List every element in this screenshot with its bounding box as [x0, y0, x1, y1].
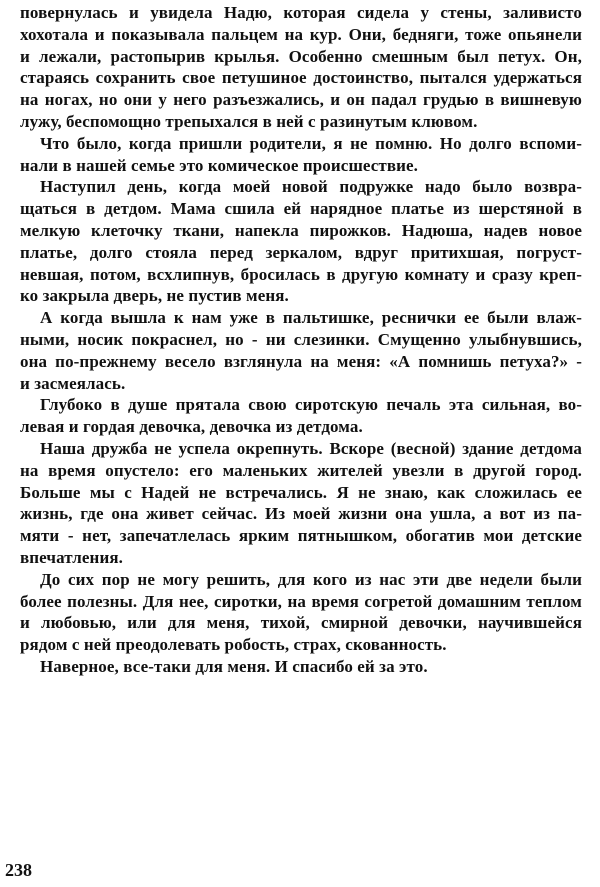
text-line: щаться в детдом. Мама сшила ей нарядное платье из шерстяной в: [20, 199, 582, 219]
text-line: мелкую клеточку ткани, напекла пирожков. Надюша, надев новое: [20, 220, 582, 240]
text-line: До сих пор не могу решить, для кого из нас эти две недели были: [40, 569, 582, 589]
text-line: лужу, беспомощно трепыхался в ней с разинутым клювом.: [20, 111, 478, 131]
text-line: Наша дружба не успела окрепнуть. Вскоре (весной) здание детдома: [40, 438, 582, 458]
text-line: рядом с ней преодолевать робость, страх, скованность.: [20, 635, 447, 655]
text-line: невшая, потом, всхлипнув, бросилась в другую комнату и сразу креп-: [20, 264, 582, 284]
text-line: повернулась и увидела Надю, которая сидела у стены, заливисто: [20, 3, 582, 22]
text-line: Наверное, все-таки для меня. И спасибо ей за это.: [40, 656, 428, 676]
text-line: Больше мы с Надей не встречались. Я не знаю, как сложилась ее: [20, 482, 582, 502]
text-line: более полезны. Для нее, сиротки, на время согретой домашним теплом: [20, 591, 582, 611]
page-body: [20, 2, 582, 678]
text-line: на ногах, но они у него разъезжались, и он падал грудью в вишневую: [20, 90, 582, 110]
text-line: А когда вышла к нам уже в пальтишке, реснички ее были влаж-: [40, 308, 582, 328]
text-line: и засмеялась.: [20, 373, 126, 393]
text-line: хохотала и показывала пальцем на кур. Они, бедняги, тоже опьянели: [20, 24, 582, 44]
text-line: и лежали, растопырив крылья. Особенно смешным был петух. Он,: [20, 46, 582, 66]
text-line: Наступил день, когда моей новой подружке надо было возвра-: [40, 177, 582, 197]
text-line: на время опустело: его маленьких жителей увезли в другой город.: [20, 460, 582, 480]
text-line: ко закрыла дверь, не пустив меня.: [20, 286, 289, 306]
text-line: Глубоко в душе прятала свою сиротскую печаль эта сильная, во-: [40, 395, 582, 415]
text-line: левая и гордая девочка, девочка из детдома.: [20, 417, 363, 437]
text-line: ными, носик покраснел, но - ни слезинки. Смущенно улыбнувшись,: [20, 329, 582, 349]
text-line: она по-прежнему весело взглянула на меня: «А помнишь петуха?» -: [20, 351, 582, 371]
text-line: и любовью, или для меня, тихой, смирной девочки, научившейся: [20, 613, 582, 633]
text-line: платье, долго стояла перед зеркалом, вдруг притихшая, погруст-: [20, 242, 582, 262]
text-line: жизнь, где она живет сейчас. Из моей жизни она ушла, а вот из па-: [20, 504, 582, 524]
text-line: впечатления.: [20, 547, 123, 567]
text-line: мяти - нет, запечатлелась ярким пятнышком, обогатив мои детские: [20, 526, 582, 546]
text-line: нали в нашей семье это комическое происшествие.: [20, 155, 419, 175]
text-line: стараясь сохранить свое петушиное достоинство, пытался удержаться: [20, 68, 582, 88]
page-number: 238: [5, 860, 32, 880]
text-line: Что было, когда пришли родители, я не помню. Но долго вспоми-: [40, 133, 582, 153]
